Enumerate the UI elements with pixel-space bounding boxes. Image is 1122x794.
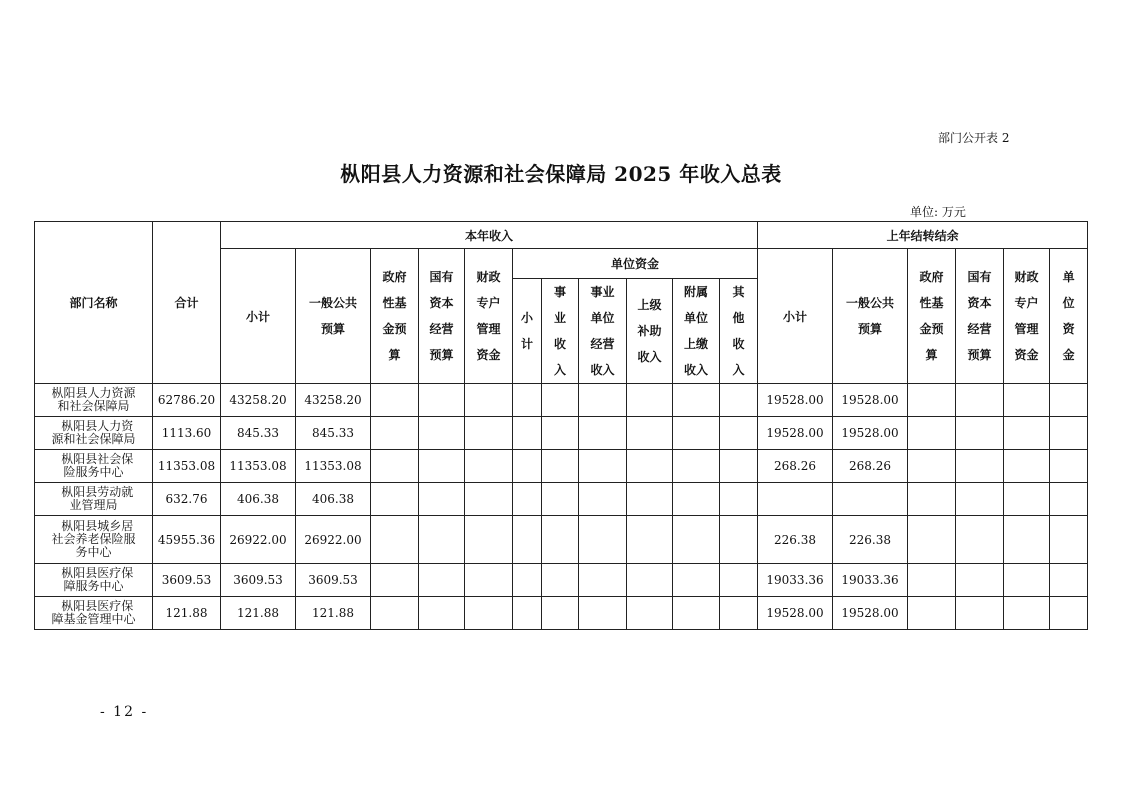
cell-prev-unit-funds: [1050, 417, 1088, 450]
cell-prev-state-capital: [956, 564, 1004, 597]
header-line: 预算: [858, 322, 883, 336]
header-line: 单: [1062, 270, 1075, 284]
cell-prev-unit-funds: [1050, 564, 1088, 597]
header-line: 预算: [429, 348, 454, 362]
header-line: 算: [388, 348, 401, 362]
cell-subtotal: 121.88: [221, 597, 296, 630]
cell-special-mgmt: [465, 597, 513, 630]
cell-general-budget: 3609.53: [296, 564, 371, 597]
cell-other-income: [720, 450, 758, 483]
cell-affiliated: [673, 564, 720, 597]
cell-total: 121.88: [153, 597, 221, 630]
header-line: 附属: [683, 285, 708, 299]
cell-affiliated: [673, 450, 720, 483]
cell-dept-name: 枞阳县医疗保 障服务中心: [35, 564, 153, 597]
cell-upper-subsidy: [627, 450, 673, 483]
cell-fund-budget: [371, 597, 419, 630]
cell-biz-income: [542, 450, 579, 483]
cell-subtotal: 845.33: [221, 417, 296, 450]
header-line: 事: [553, 285, 566, 299]
header-prev-general: [833, 249, 908, 384]
header-line: 小: [520, 311, 533, 325]
cell-prev-subtotal: 19528.00: [758, 597, 833, 630]
cell-prev-fund: [908, 450, 956, 483]
header-line: 业: [553, 311, 566, 325]
cell-affiliated: [673, 483, 720, 516]
header-current-income: 本年收入: [221, 222, 758, 249]
header-biz-income: [542, 279, 579, 384]
header-line: 算: [925, 348, 938, 362]
header-line: 补助: [637, 324, 662, 338]
cell-affiliated: [673, 384, 720, 417]
cell-prev-subtotal: 19528.00: [758, 417, 833, 450]
table-row: [35, 597, 1088, 630]
cell-affiliated: [673, 417, 720, 450]
cell-prev-unit-funds: [1050, 450, 1088, 483]
cell-special-mgmt: [465, 564, 513, 597]
header-line: 单位: [590, 311, 615, 325]
cell-biz-income: [542, 384, 579, 417]
cell-prev-subtotal: 19528.00: [758, 384, 833, 417]
header-line: 国有: [429, 270, 454, 284]
cell-biz-unit-op: [579, 564, 627, 597]
document-title: 枞阳县人力资源和社会保障局 2025 年收入总表: [340, 162, 782, 186]
cell-prev-fund: [908, 417, 956, 450]
cell-subtotal: 26922.00: [221, 516, 296, 564]
header-dept-name: 部门名称: [35, 222, 153, 384]
cell-dept-name: 枞阳县劳动就 业管理局: [35, 483, 153, 516]
cell-subtotal: 11353.08: [221, 450, 296, 483]
cell-other-income: [720, 597, 758, 630]
header-total: 合计: [153, 222, 221, 384]
cell-fund-budget: [371, 564, 419, 597]
header-line: 政府: [382, 270, 407, 284]
header-line: 财政: [1014, 270, 1039, 284]
cell-other-income: [720, 516, 758, 564]
cell-state-capital: [419, 450, 465, 483]
cell-fund-budget: [371, 516, 419, 564]
cell-other-income: [720, 417, 758, 450]
cell-dept-name: 枞阳县社会保 险服务中心: [35, 450, 153, 483]
header-line: 收: [553, 337, 566, 351]
header-line: 经营: [590, 337, 615, 351]
cell-total: 11353.08: [153, 450, 221, 483]
cell-special-mgmt: [465, 450, 513, 483]
cell-upper-subsidy: [627, 384, 673, 417]
table-row: [35, 516, 1088, 564]
cell-state-capital: [419, 483, 465, 516]
cell-general-budget: 11353.08: [296, 450, 371, 483]
header-line: 专户: [476, 296, 501, 310]
cell-prev-general: 19528.00: [833, 417, 908, 450]
cell-upper-subsidy: [627, 597, 673, 630]
cell-uf-subtotal: [513, 516, 542, 564]
cell-prev-special: [1004, 450, 1050, 483]
cell-general-budget: 26922.00: [296, 516, 371, 564]
cell-prev-fund: [908, 564, 956, 597]
header-line: 位: [1062, 296, 1075, 310]
cell-uf-subtotal: [513, 384, 542, 417]
cell-dept-name: 枞阳县人力资源 和社会保障局: [35, 384, 153, 417]
cell-state-capital: [419, 516, 465, 564]
header-fund-budget: [371, 249, 419, 384]
cell-uf-subtotal: [513, 483, 542, 516]
cell-prev-state-capital: [956, 483, 1004, 516]
cell-subtotal: 43258.20: [221, 384, 296, 417]
header-line: 性基: [919, 296, 944, 310]
cell-prev-general: 226.38: [833, 516, 908, 564]
cell-uf-subtotal: [513, 450, 542, 483]
header-line: 收: [732, 337, 745, 351]
header-line: 金预: [919, 322, 944, 336]
cell-biz-unit-op: [579, 597, 627, 630]
header-prev-balance: 上年结转结余: [758, 222, 1088, 249]
cell-biz-unit-op: [579, 483, 627, 516]
cell-subtotal: 406.38: [221, 483, 296, 516]
cell-prev-special: [1004, 564, 1050, 597]
header-line: 上级: [637, 298, 662, 312]
header-affiliated: [673, 279, 720, 384]
table-row: [35, 564, 1088, 597]
header-prev-subtotal: 小计: [758, 249, 833, 384]
cell-uf-subtotal: [513, 597, 542, 630]
cell-prev-unit-funds: [1050, 597, 1088, 630]
cell-subtotal: 3609.53: [221, 564, 296, 597]
cell-affiliated: [673, 516, 720, 564]
header-line: 其: [732, 285, 745, 299]
table-row: [35, 384, 1088, 417]
header-line: 预算: [320, 322, 345, 336]
cell-biz-income: [542, 417, 579, 450]
header-line: 金: [1062, 348, 1075, 362]
cell-special-mgmt: [465, 483, 513, 516]
header-line: 预算: [967, 348, 992, 362]
page-number: - 12 -: [100, 704, 149, 720]
cell-prev-fund: [908, 483, 956, 516]
cell-biz-income: [542, 516, 579, 564]
header-line: 事业: [590, 285, 615, 299]
header-prev-unit-funds: [1050, 249, 1088, 384]
cell-general-budget: 845.33: [296, 417, 371, 450]
cell-prev-subtotal: [758, 483, 833, 516]
cell-biz-income: [542, 483, 579, 516]
cell-other-income: [720, 564, 758, 597]
header-line: 国有: [967, 270, 992, 284]
cell-prev-special: [1004, 597, 1050, 630]
header-line: 经营: [967, 322, 992, 336]
header-prev-state-capital: [956, 249, 1004, 384]
header-state-capital: [419, 249, 465, 384]
cell-prev-state-capital: [956, 417, 1004, 450]
table-row: [35, 450, 1088, 483]
cell-state-capital: [419, 597, 465, 630]
header-subtotal: 小计: [221, 249, 296, 384]
cell-prev-fund: [908, 597, 956, 630]
cell-prev-subtotal: 19033.36: [758, 564, 833, 597]
cell-prev-general: [833, 483, 908, 516]
cell-biz-unit-op: [579, 516, 627, 564]
header-line: 财政: [476, 270, 501, 284]
cell-biz-unit-op: [579, 450, 627, 483]
table-row: [35, 483, 1088, 516]
cell-total: 632.76: [153, 483, 221, 516]
header-other-income: [720, 279, 758, 384]
income-summary-table: [34, 221, 1088, 630]
cell-fund-budget: [371, 417, 419, 450]
table-row: [35, 417, 1088, 450]
cell-prev-special: [1004, 417, 1050, 450]
cell-upper-subsidy: [627, 564, 673, 597]
cell-dept-name: 枞阳县人力资 源和社会保障局: [35, 417, 153, 450]
header-line: 金预: [382, 322, 407, 336]
header-line: 经营: [429, 322, 454, 336]
cell-prev-fund: [908, 384, 956, 417]
cell-prev-state-capital: [956, 516, 1004, 564]
header-special-mgmt: [465, 249, 513, 384]
cell-general-budget: 43258.20: [296, 384, 371, 417]
cell-prev-special: [1004, 516, 1050, 564]
cell-state-capital: [419, 384, 465, 417]
cell-general-budget: 406.38: [296, 483, 371, 516]
cell-special-mgmt: [465, 516, 513, 564]
cell-upper-subsidy: [627, 516, 673, 564]
cell-prev-general: 19528.00: [833, 597, 908, 630]
cell-total: 62786.20: [153, 384, 221, 417]
cell-dept-name: 枞阳县医疗保 障基金管理中心: [35, 597, 153, 630]
cell-uf-subtotal: [513, 564, 542, 597]
cell-upper-subsidy: [627, 417, 673, 450]
header-line: 上缴: [683, 337, 708, 351]
header-prev-fund: [908, 249, 956, 384]
header-line: 单位: [683, 311, 708, 325]
cell-upper-subsidy: [627, 483, 673, 516]
cell-prev-state-capital: [956, 384, 1004, 417]
cell-biz-income: [542, 564, 579, 597]
cell-other-income: [720, 384, 758, 417]
header-biz-unit-op: [579, 279, 627, 384]
unit-label: 单位: 万元: [910, 205, 966, 219]
cell-prev-general: 19528.00: [833, 384, 908, 417]
header-line: 一般公共: [308, 296, 357, 310]
cell-state-capital: [419, 564, 465, 597]
header-line: 性基: [382, 296, 407, 310]
header-line: 计: [520, 337, 533, 351]
cell-total: 1113.60: [153, 417, 221, 450]
header-line: 政府: [919, 270, 944, 284]
header-prev-special: [1004, 249, 1050, 384]
cell-uf-subtotal: [513, 417, 542, 450]
header-line: 资金: [476, 348, 501, 362]
cell-prev-unit-funds: [1050, 384, 1088, 417]
table-body: [35, 384, 1088, 630]
cell-other-income: [720, 483, 758, 516]
header-upper-subsidy: [627, 279, 673, 384]
cell-fund-budget: [371, 450, 419, 483]
cell-prev-subtotal: 226.38: [758, 516, 833, 564]
header-line: 专户: [1014, 296, 1039, 310]
header-line: 资: [1062, 322, 1075, 336]
cell-state-capital: [419, 417, 465, 450]
header-line: 他: [732, 311, 745, 325]
cell-prev-special: [1004, 384, 1050, 417]
cell-prev-fund: [908, 516, 956, 564]
cell-total: 45955.36: [153, 516, 221, 564]
header-line: 管理: [1014, 322, 1039, 336]
cell-prev-special: [1004, 483, 1050, 516]
header-general-budget: [296, 249, 371, 384]
header-unit-funds: 单位资金: [513, 249, 758, 279]
header-line: 资金: [1014, 348, 1039, 362]
header-line: 入: [732, 363, 745, 377]
cell-special-mgmt: [465, 417, 513, 450]
cell-biz-unit-op: [579, 417, 627, 450]
header-line: 入: [553, 363, 566, 377]
cell-dept-name: 枞阳县城乡居 社会养老保险服 务中心: [35, 516, 153, 564]
header-line: 一般公共: [846, 296, 895, 310]
cell-prev-general: 19033.36: [833, 564, 908, 597]
cell-fund-budget: [371, 384, 419, 417]
header-line: 收入: [637, 350, 662, 364]
cell-total: 3609.53: [153, 564, 221, 597]
cell-biz-income: [542, 597, 579, 630]
cell-prev-state-capital: [956, 597, 1004, 630]
cell-biz-unit-op: [579, 384, 627, 417]
cell-prev-general: 268.26: [833, 450, 908, 483]
cell-general-budget: 121.88: [296, 597, 371, 630]
header-line: 资本: [429, 296, 454, 310]
form-number: 部门公开表 2: [938, 131, 1010, 145]
header-line: 收入: [683, 363, 708, 377]
cell-prev-state-capital: [956, 450, 1004, 483]
header-line: 资本: [967, 296, 992, 310]
header-uf-subtotal: [513, 279, 542, 384]
cell-prev-unit-funds: [1050, 483, 1088, 516]
cell-prev-subtotal: 268.26: [758, 450, 833, 483]
cell-fund-budget: [371, 483, 419, 516]
header-line: 管理: [476, 322, 501, 336]
header-line: 收入: [590, 363, 615, 377]
cell-prev-unit-funds: [1050, 516, 1088, 564]
cell-affiliated: [673, 597, 720, 630]
cell-special-mgmt: [465, 384, 513, 417]
